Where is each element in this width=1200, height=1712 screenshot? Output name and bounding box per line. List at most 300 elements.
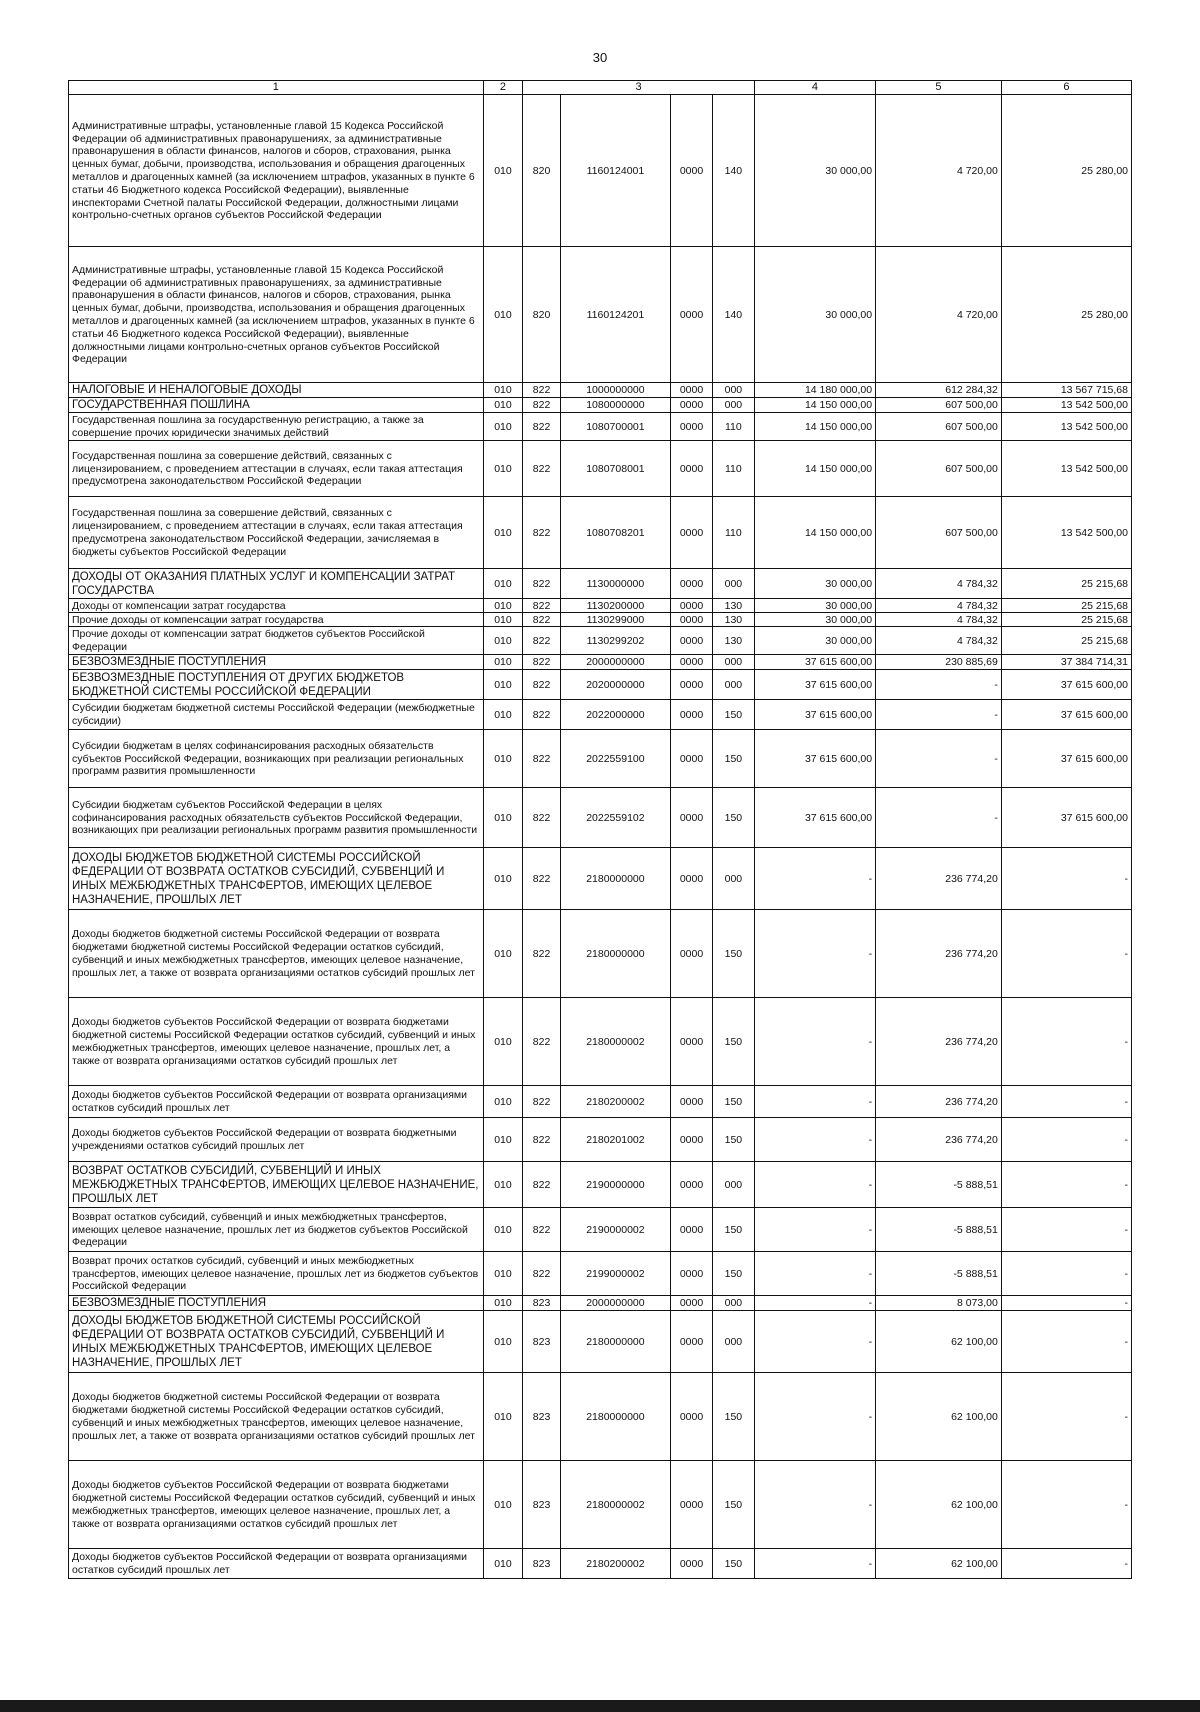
row-kbk-admin-cell: 822 (523, 383, 560, 398)
row-kbk-program-cell: 0000 (671, 998, 713, 1086)
row-kbk-kosgu-cell: 110 (712, 497, 754, 569)
row-name-cell: Субсидии бюджетам бюджетной системы Российской Федерации (межбюджетные субсидии) (69, 700, 484, 730)
row-executed-cell: 62 100,00 (876, 1373, 1002, 1461)
table-row (69, 910, 1132, 998)
row-kbk-kosgu-cell: 140 (712, 95, 754, 247)
row-unexecuted-cell: - (1001, 1086, 1131, 1118)
row-kbk-admin-cell: 822 (523, 1252, 560, 1296)
row-approved-cell: - (754, 1311, 875, 1373)
row-kbk-code-cell: 2022000000 (560, 700, 670, 730)
row-kbk-program-cell: 0000 (671, 1296, 713, 1311)
row-kbk-kosgu-cell: 150 (712, 1086, 754, 1118)
row-unexecuted-cell: - (1001, 1296, 1131, 1311)
row-kbk-kosgu-cell: 150 (712, 1118, 754, 1162)
row-kbk-program-cell: 0000 (671, 1549, 713, 1579)
row-kbk-program-cell: 0000 (671, 1252, 713, 1296)
row-kbk-code-cell: 2180000000 (560, 1311, 670, 1373)
row-kbk-admin-cell: 822 (523, 413, 560, 441)
row-unexecuted-cell: - (1001, 998, 1131, 1086)
row-approved-cell: - (754, 848, 875, 910)
row-unexecuted-cell: 13 542 500,00 (1001, 497, 1131, 569)
row-code-cell: 010 (483, 1549, 523, 1579)
row-kbk-code-cell: 1160124201 (560, 247, 670, 383)
table-row (69, 1461, 1132, 1549)
row-kbk-program-cell: 0000 (671, 398, 713, 413)
row-approved-cell: - (754, 1086, 875, 1118)
table-row (69, 700, 1132, 730)
row-kbk-admin-cell: 822 (523, 998, 560, 1086)
row-kbk-program-cell: 0000 (671, 599, 713, 613)
row-kbk-code-cell: 2180000000 (560, 910, 670, 998)
row-executed-cell: 62 100,00 (876, 1461, 1002, 1549)
row-approved-cell: 30 000,00 (754, 247, 875, 383)
row-kbk-admin-cell: 822 (523, 730, 560, 788)
row-kbk-admin-cell: 822 (523, 910, 560, 998)
row-kbk-program-cell: 0000 (671, 413, 713, 441)
row-kbk-code-cell: 1130299000 (560, 613, 670, 627)
row-kbk-program-cell: 0000 (671, 1118, 713, 1162)
row-name-cell: Доходы бюджетов бюджетной системы Российской Федерации от возврата бюджетами бюджетной системы Российской Федерации остатков субсидий, субвенций и иных межбюджетных трансфертов, имеющих целевое назначение, прошлых лет, а также от возврата организациями остатков субсидий прошлых лет (69, 1373, 484, 1461)
row-executed-cell: 230 885,69 (876, 655, 1002, 670)
row-approved-cell: 14 150 000,00 (754, 441, 875, 497)
table-row (69, 95, 1132, 247)
row-name-cell: Доходы бюджетов бюджетной системы Российской Федерации от возврата бюджетами бюджетной системы Российской Федерации остатков субсидий, субвенций и иных межбюджетных трансфертов, имеющих целевое назначение, прошлых лет, а также от возврата организациями остатков субсидий прошлых лет (69, 910, 484, 998)
row-kbk-code-cell: 2022559102 (560, 788, 670, 848)
row-kbk-program-cell: 0000 (671, 788, 713, 848)
row-name-cell: Возврат остатков субсидий, субвенций и иных межбюджетных трансфертов, имеющих целевое назначение, прошлых лет из бюджетов субъектов Российской Федерации (69, 1208, 484, 1252)
row-executed-cell: - (876, 700, 1002, 730)
row-approved-cell: - (754, 1208, 875, 1252)
row-kbk-program-cell: 0000 (671, 1086, 713, 1118)
row-kbk-admin-cell: 822 (523, 670, 560, 700)
row-name-cell: Доходы бюджетов субъектов Российской Федерации от возврата организациями остатков субсидий прошлых лет (69, 1086, 484, 1118)
column-header-row (69, 81, 1132, 95)
row-kbk-code-cell: 2000000000 (560, 1296, 670, 1311)
row-name-cell: Доходы бюджетов субъектов Российской Федерации от возврата бюджетными учреждениями остатков субсидий прошлых лет (69, 1118, 484, 1162)
page-number: 30 (592, 50, 608, 65)
row-name-cell: БЕЗВОЗМЕЗДНЫЕ ПОСТУПЛЕНИЯ (69, 1296, 484, 1311)
row-kbk-kosgu-cell: 000 (712, 398, 754, 413)
row-kbk-admin-cell: 822 (523, 848, 560, 910)
row-kbk-program-cell: 0000 (671, 1373, 713, 1461)
row-kbk-program-cell: 0000 (671, 441, 713, 497)
row-executed-cell: 4 720,00 (876, 95, 1002, 247)
row-unexecuted-cell: - (1001, 1208, 1131, 1252)
row-code-cell: 010 (483, 1311, 523, 1373)
row-code-cell: 010 (483, 398, 523, 413)
row-executed-cell: - (876, 788, 1002, 848)
table-row (69, 383, 1132, 398)
row-code-cell: 010 (483, 700, 523, 730)
row-kbk-code-cell: 1130200000 (560, 599, 670, 613)
row-kbk-admin-cell: 823 (523, 1311, 560, 1373)
row-kbk-admin-cell: 822 (523, 700, 560, 730)
row-kbk-admin-cell: 822 (523, 441, 560, 497)
row-approved-cell: 37 615 600,00 (754, 788, 875, 848)
row-executed-cell: 607 500,00 (876, 497, 1002, 569)
row-approved-cell: 30 000,00 (754, 569, 875, 599)
row-kbk-code-cell: 2199000002 (560, 1252, 670, 1296)
row-executed-cell: 236 774,20 (876, 1086, 1002, 1118)
row-code-cell: 010 (483, 910, 523, 998)
row-kbk-code-cell: 2180000002 (560, 998, 670, 1086)
row-approved-cell: 14 150 000,00 (754, 413, 875, 441)
column-header-6: 6 (1001, 81, 1131, 95)
row-kbk-kosgu-cell: 000 (712, 1311, 754, 1373)
row-kbk-program-cell: 0000 (671, 1208, 713, 1252)
row-unexecuted-cell: - (1001, 1461, 1131, 1549)
row-approved-cell: - (754, 1373, 875, 1461)
row-executed-cell: - (876, 730, 1002, 788)
row-unexecuted-cell: 37 615 600,00 (1001, 730, 1131, 788)
table-row (69, 1208, 1132, 1252)
row-executed-cell: -5 888,51 (876, 1252, 1002, 1296)
row-name-cell: БЕЗВОЗМЕЗДНЫЕ ПОСТУПЛЕНИЯ (69, 655, 484, 670)
row-approved-cell: 30 000,00 (754, 95, 875, 247)
row-executed-cell: 607 500,00 (876, 398, 1002, 413)
table-row (69, 848, 1132, 910)
row-kbk-code-cell: 2022559100 (560, 730, 670, 788)
row-kbk-kosgu-cell: 110 (712, 413, 754, 441)
row-name-cell: Государственная пошлина за государственную регистрацию, а также за совершение прочих юридически значимых действий (69, 413, 484, 441)
row-code-cell: 010 (483, 1162, 523, 1208)
column-header-4: 4 (754, 81, 875, 95)
row-code-cell: 010 (483, 998, 523, 1086)
row-kbk-admin-cell: 823 (523, 1296, 560, 1311)
row-kbk-program-cell: 0000 (671, 1461, 713, 1549)
row-unexecuted-cell: 25 215,68 (1001, 569, 1131, 599)
row-approved-cell: - (754, 910, 875, 998)
row-kbk-admin-cell: 820 (523, 247, 560, 383)
row-kbk-kosgu-cell: 150 (712, 700, 754, 730)
row-kbk-program-cell: 0000 (671, 670, 713, 700)
row-kbk-admin-cell: 823 (523, 1461, 560, 1549)
row-kbk-kosgu-cell: 150 (712, 1252, 754, 1296)
row-kbk-kosgu-cell: 000 (712, 1162, 754, 1208)
row-kbk-program-cell: 0000 (671, 613, 713, 627)
row-kbk-kosgu-cell: 140 (712, 247, 754, 383)
row-kbk-code-cell: 1080000000 (560, 398, 670, 413)
row-approved-cell: - (754, 1296, 875, 1311)
row-code-cell: 010 (483, 1461, 523, 1549)
row-unexecuted-cell: 25 215,68 (1001, 627, 1131, 655)
table-row (69, 398, 1132, 413)
row-kbk-kosgu-cell: 150 (712, 788, 754, 848)
row-kbk-program-cell: 0000 (671, 1162, 713, 1208)
row-approved-cell: 14 150 000,00 (754, 497, 875, 569)
row-name-cell: Прочие доходы от компенсации затрат бюджетов субъектов Российской Федерации (69, 627, 484, 655)
row-kbk-code-cell: 2190000002 (560, 1208, 670, 1252)
row-kbk-kosgu-cell: 150 (712, 1549, 754, 1579)
table-row (69, 788, 1132, 848)
row-kbk-program-cell: 0000 (671, 730, 713, 788)
row-unexecuted-cell: - (1001, 848, 1131, 910)
row-kbk-kosgu-cell: 130 (712, 627, 754, 655)
row-kbk-code-cell: 2180000000 (560, 1373, 670, 1461)
row-approved-cell: - (754, 1549, 875, 1579)
row-executed-cell: 4 784,32 (876, 627, 1002, 655)
row-kbk-program-cell: 0000 (671, 1311, 713, 1373)
row-kbk-admin-cell: 820 (523, 95, 560, 247)
row-approved-cell: - (754, 1118, 875, 1162)
row-kbk-admin-cell: 822 (523, 1086, 560, 1118)
row-approved-cell: - (754, 1461, 875, 1549)
row-executed-cell: 4 784,32 (876, 569, 1002, 599)
row-approved-cell: - (754, 1252, 875, 1296)
row-kbk-admin-cell: 822 (523, 613, 560, 627)
row-approved-cell: - (754, 1162, 875, 1208)
row-code-cell: 010 (483, 441, 523, 497)
table-row (69, 730, 1132, 788)
table-row (69, 1118, 1132, 1162)
row-code-cell: 010 (483, 1252, 523, 1296)
row-kbk-program-cell: 0000 (671, 497, 713, 569)
row-name-cell: ГОСУДАРСТВЕННАЯ ПОШЛИНА (69, 398, 484, 413)
row-kbk-admin-cell: 822 (523, 1162, 560, 1208)
row-kbk-code-cell: 1130000000 (560, 569, 670, 599)
table-row (69, 569, 1132, 599)
row-kbk-admin-cell: 822 (523, 1118, 560, 1162)
row-code-cell: 010 (483, 848, 523, 910)
row-kbk-admin-cell: 823 (523, 1549, 560, 1579)
row-name-cell: Административные штрафы, установленные главой 15 Кодекса Российской Федерации об административных правонарушениях, за административные правонарушения в области финансов, налогов и сборов, страхования, рынка ценных бумаг, добычи, производства, использования и обращения драгоценных металлов и драгоценных камней (за исключением штрафов, указанных в пункте 6 статьи 46 Бюджетного кодекса Российской Федерации), выявленные должностными лицами контрольно-счетных органов субъектов Российской Федерации (69, 247, 484, 383)
row-kbk-code-cell: 1160124001 (560, 95, 670, 247)
row-executed-cell: 62 100,00 (876, 1549, 1002, 1579)
column-header-2: 2 (483, 81, 523, 95)
row-kbk-program-cell: 0000 (671, 655, 713, 670)
row-kbk-admin-cell: 822 (523, 1208, 560, 1252)
row-kbk-kosgu-cell: 130 (712, 613, 754, 627)
row-executed-cell: 4 720,00 (876, 247, 1002, 383)
row-kbk-admin-cell: 822 (523, 627, 560, 655)
row-code-cell: 010 (483, 730, 523, 788)
row-kbk-code-cell: 1130299202 (560, 627, 670, 655)
row-name-cell: ДОХОДЫ БЮДЖЕТОВ БЮДЖЕТНОЙ СИСТЕМЫ РОССИЙСКОЙ ФЕДЕРАЦИИ ОТ ВОЗВРАТА ОСТАТКОВ СУБСИДИЙ, СУБВЕНЦИЙ И ИНЫХ МЕЖБЮДЖЕТНЫХ ТРАНСФЕРТОВ, ИМЕЮЩИХ ЦЕЛЕВОЕ НАЗНАЧЕНИЕ, ПРОШЛЫХ ЛЕТ (69, 1311, 484, 1373)
row-executed-cell: 8 073,00 (876, 1296, 1002, 1311)
row-unexecuted-cell: 25 280,00 (1001, 95, 1131, 247)
row-name-cell: Субсидии бюджетам субъектов Российской Федерации в целях софинансирования расходных обязательств субъектов Российской Федерации, возникающих при реализации региональных программ развития промышленности (69, 788, 484, 848)
table-row (69, 247, 1132, 383)
row-code-cell: 010 (483, 1118, 523, 1162)
column-header-3: 3 (523, 81, 755, 95)
row-code-cell: 010 (483, 613, 523, 627)
row-code-cell: 010 (483, 95, 523, 247)
row-kbk-kosgu-cell: 130 (712, 599, 754, 613)
row-executed-cell: -5 888,51 (876, 1208, 1002, 1252)
row-name-cell: ДОХОДЫ БЮДЖЕТОВ БЮДЖЕТНОЙ СИСТЕМЫ РОССИЙСКОЙ ФЕДЕРАЦИИ ОТ ВОЗВРАТА ОСТАТКОВ СУБСИДИЙ, СУБВЕНЦИЙ И ИНЫХ МЕЖБЮДЖЕТНЫХ ТРАНСФЕРТОВ, ИМЕЮЩИХ ЦЕЛЕВОЕ НАЗНАЧЕНИЕ, ПРОШЛЫХ ЛЕТ (69, 848, 484, 910)
row-unexecuted-cell: 25 280,00 (1001, 247, 1131, 383)
row-kbk-code-cell: 1080708201 (560, 497, 670, 569)
row-unexecuted-cell: 37 615 600,00 (1001, 700, 1131, 730)
row-executed-cell: - (876, 670, 1002, 700)
row-name-cell: Доходы бюджетов субъектов Российской Федерации от возврата организациями остатков субсидий прошлых лет (69, 1549, 484, 1579)
table-row (69, 998, 1132, 1086)
row-kbk-code-cell: 1000000000 (560, 383, 670, 398)
table-row (69, 413, 1132, 441)
table-row (69, 655, 1132, 670)
row-unexecuted-cell: 37 615 600,00 (1001, 670, 1131, 700)
row-name-cell: Государственная пошлина за совершение действий, связанных с лицензированием, с проведением аттестации в случаях, если такая аттестация предусмотрена законодательством Российской Федерации, зачисляемая в бюджеты субъектов Российской Федерации (69, 497, 484, 569)
table-row (69, 599, 1132, 613)
column-header-1: 1 (69, 81, 484, 95)
row-approved-cell: 37 615 600,00 (754, 700, 875, 730)
row-unexecuted-cell: 25 215,68 (1001, 613, 1131, 627)
row-kbk-admin-cell: 822 (523, 398, 560, 413)
row-kbk-kosgu-cell: 000 (712, 569, 754, 599)
row-kbk-code-cell: 2020000000 (560, 670, 670, 700)
row-code-cell: 010 (483, 1086, 523, 1118)
row-executed-cell: 607 500,00 (876, 413, 1002, 441)
row-code-cell: 010 (483, 1208, 523, 1252)
row-kbk-program-cell: 0000 (671, 569, 713, 599)
row-unexecuted-cell: 13 542 500,00 (1001, 398, 1131, 413)
row-unexecuted-cell: 13 542 500,00 (1001, 441, 1131, 497)
row-code-cell: 010 (483, 788, 523, 848)
row-kbk-admin-cell: 822 (523, 788, 560, 848)
row-code-cell: 010 (483, 1373, 523, 1461)
row-executed-cell: 612 284,32 (876, 383, 1002, 398)
row-kbk-program-cell: 0000 (671, 95, 713, 247)
row-kbk-admin-cell: 822 (523, 599, 560, 613)
table-row (69, 1252, 1132, 1296)
row-kbk-code-cell: 1080700001 (560, 413, 670, 441)
row-code-cell: 010 (483, 599, 523, 613)
table-row (69, 670, 1132, 700)
row-name-cell: БЕЗВОЗМЕЗДНЫЕ ПОСТУПЛЕНИЯ ОТ ДРУГИХ БЮДЖЕТОВ БЮДЖЕТНОЙ СИСТЕМЫ РОССИЙСКОЙ ФЕДЕРАЦИИ (69, 670, 484, 700)
row-approved-cell: 30 000,00 (754, 627, 875, 655)
row-kbk-kosgu-cell: 150 (712, 998, 754, 1086)
row-approved-cell: - (754, 998, 875, 1086)
row-kbk-admin-cell: 823 (523, 1373, 560, 1461)
row-executed-cell: 4 784,32 (876, 613, 1002, 627)
row-executed-cell: 236 774,20 (876, 910, 1002, 998)
row-kbk-admin-cell: 822 (523, 497, 560, 569)
row-unexecuted-cell: 13 542 500,00 (1001, 413, 1131, 441)
table-row (69, 1311, 1132, 1373)
row-name-cell: Доходы от компенсации затрат государства (69, 599, 484, 613)
row-kbk-kosgu-cell: 000 (712, 655, 754, 670)
row-approved-cell: 37 615 600,00 (754, 655, 875, 670)
row-kbk-kosgu-cell: 150 (712, 910, 754, 998)
row-name-cell: НАЛОГОВЫЕ И НЕНАЛОГОВЫЕ ДОХОДЫ (69, 383, 484, 398)
row-kbk-code-cell: 2000000000 (560, 655, 670, 670)
row-code-cell: 010 (483, 655, 523, 670)
row-kbk-program-cell: 0000 (671, 848, 713, 910)
row-unexecuted-cell: - (1001, 1311, 1131, 1373)
table-row (69, 1296, 1132, 1311)
table-row (69, 613, 1132, 627)
table-row (69, 441, 1132, 497)
row-kbk-kosgu-cell: 150 (712, 1373, 754, 1461)
row-name-cell: Прочие доходы от компенсации затрат государства (69, 613, 484, 627)
row-approved-cell: 37 615 600,00 (754, 730, 875, 788)
row-name-cell: Административные штрафы, установленные главой 15 Кодекса Российской Федерации об административных правонарушениях, за административные правонарушения в области финансов, налогов и сборов, страхования, рынка ценных бумаг, добычи, производства, использования и обращения драгоценных металлов и драгоценных камней (за исключением штрафов, указанных в пункте 6 статьи 46 Бюджетного кодекса Российской Федерации), выявленные инспекторами Счетной палаты Российской Федерации, должностными лицами контрольно-счетных органов субъектов Российской Федерации (69, 95, 484, 247)
row-kbk-program-cell: 0000 (671, 700, 713, 730)
scan-edge-bar (0, 1700, 1200, 1712)
row-code-cell: 010 (483, 383, 523, 398)
row-kbk-kosgu-cell: 110 (712, 441, 754, 497)
row-code-cell: 010 (483, 627, 523, 655)
row-unexecuted-cell: - (1001, 1252, 1131, 1296)
row-executed-cell: 607 500,00 (876, 441, 1002, 497)
row-unexecuted-cell: - (1001, 1118, 1131, 1162)
table-row (69, 1373, 1132, 1461)
row-kbk-kosgu-cell: 000 (712, 848, 754, 910)
row-unexecuted-cell: 37 615 600,00 (1001, 788, 1131, 848)
table-row (69, 1162, 1132, 1208)
row-executed-cell: 236 774,20 (876, 1118, 1002, 1162)
row-code-cell: 010 (483, 1296, 523, 1311)
row-kbk-program-cell: 0000 (671, 383, 713, 398)
row-kbk-code-cell: 2180000000 (560, 848, 670, 910)
row-executed-cell: 4 784,32 (876, 599, 1002, 613)
row-kbk-program-cell: 0000 (671, 627, 713, 655)
row-kbk-kosgu-cell: 150 (712, 730, 754, 788)
row-executed-cell: -5 888,51 (876, 1162, 1002, 1208)
row-kbk-code-cell: 2180200002 (560, 1086, 670, 1118)
row-kbk-kosgu-cell: 000 (712, 1296, 754, 1311)
row-approved-cell: 37 615 600,00 (754, 670, 875, 700)
row-unexecuted-cell: - (1001, 1373, 1131, 1461)
row-kbk-program-cell: 0000 (671, 247, 713, 383)
table-row (69, 497, 1132, 569)
row-code-cell: 010 (483, 569, 523, 599)
row-kbk-kosgu-cell: 150 (712, 1208, 754, 1252)
row-name-cell: ДОХОДЫ ОТ ОКАЗАНИЯ ПЛАТНЫХ УСЛУГ И КОМПЕНСАЦИИ ЗАТРАТ ГОСУДАРСТВА (69, 569, 484, 599)
row-unexecuted-cell: 13 567 715,68 (1001, 383, 1131, 398)
row-name-cell: Возврат прочих остатков субсидий, субвенций и иных межбюджетных трансфертов, имеющих целевое назначение, прошлых лет из бюджетов субъектов Российской Федерации (69, 1252, 484, 1296)
row-kbk-admin-cell: 822 (523, 569, 560, 599)
column-header-5: 5 (876, 81, 1002, 95)
table-row (69, 1086, 1132, 1118)
row-approved-cell: 14 150 000,00 (754, 398, 875, 413)
row-name-cell: ВОЗВРАТ ОСТАТКОВ СУБСИДИЙ, СУБВЕНЦИЙ И ИНЫХ МЕЖБЮДЖЕТНЫХ ТРАНСФЕРТОВ, ИМЕЮЩИХ ЦЕЛЕВОЕ НАЗНАЧЕНИЕ, ПРОШЛЫХ ЛЕТ (69, 1162, 484, 1208)
row-kbk-admin-cell: 822 (523, 655, 560, 670)
revenue-table (68, 80, 1132, 1579)
row-kbk-code-cell: 2180201002 (560, 1118, 670, 1162)
row-kbk-code-cell: 2180200002 (560, 1549, 670, 1579)
row-kbk-kosgu-cell: 150 (712, 1461, 754, 1549)
row-approved-cell: 30 000,00 (754, 613, 875, 627)
row-code-cell: 010 (483, 247, 523, 383)
row-executed-cell: 236 774,20 (876, 998, 1002, 1086)
row-approved-cell: 14 180 000,00 (754, 383, 875, 398)
row-kbk-code-cell: 2180000002 (560, 1461, 670, 1549)
row-kbk-kosgu-cell: 000 (712, 670, 754, 700)
table-row (69, 1549, 1132, 1579)
row-code-cell: 010 (483, 670, 523, 700)
row-name-cell: Доходы бюджетов субъектов Российской Федерации от возврата бюджетами бюджетной системы Российской Федерации остатков субсидий, субвенций и иных межбюджетных трансфертов, имеющих целевое назначение, прошлых лет, а также от возврата организациями остатков субсидий прошлых лет (69, 1461, 484, 1549)
row-approved-cell: 30 000,00 (754, 599, 875, 613)
table-body (69, 95, 1132, 1579)
row-name-cell: Субсидии бюджетам в целях софинансирования расходных обязательств субъектов Российской Федерации, возникающих при реализации региональных программ развития промышленности (69, 730, 484, 788)
row-unexecuted-cell: - (1001, 1162, 1131, 1208)
row-kbk-code-cell: 2190000000 (560, 1162, 670, 1208)
row-unexecuted-cell: - (1001, 910, 1131, 998)
row-kbk-program-cell: 0000 (671, 910, 713, 998)
row-code-cell: 010 (483, 413, 523, 441)
row-executed-cell: 62 100,00 (876, 1311, 1002, 1373)
table-row (69, 627, 1132, 655)
row-unexecuted-cell: 25 215,68 (1001, 599, 1131, 613)
row-kbk-kosgu-cell: 000 (712, 383, 754, 398)
row-unexecuted-cell: 37 384 714,31 (1001, 655, 1131, 670)
row-unexecuted-cell: - (1001, 1549, 1131, 1579)
row-executed-cell: 236 774,20 (876, 848, 1002, 910)
row-name-cell: Государственная пошлина за совершение действий, связанных с лицензированием, с проведением аттестации в случаях, если такая аттестация предусмотрена законодательством Российской Федерации (69, 441, 484, 497)
row-kbk-code-cell: 1080708001 (560, 441, 670, 497)
row-code-cell: 010 (483, 497, 523, 569)
